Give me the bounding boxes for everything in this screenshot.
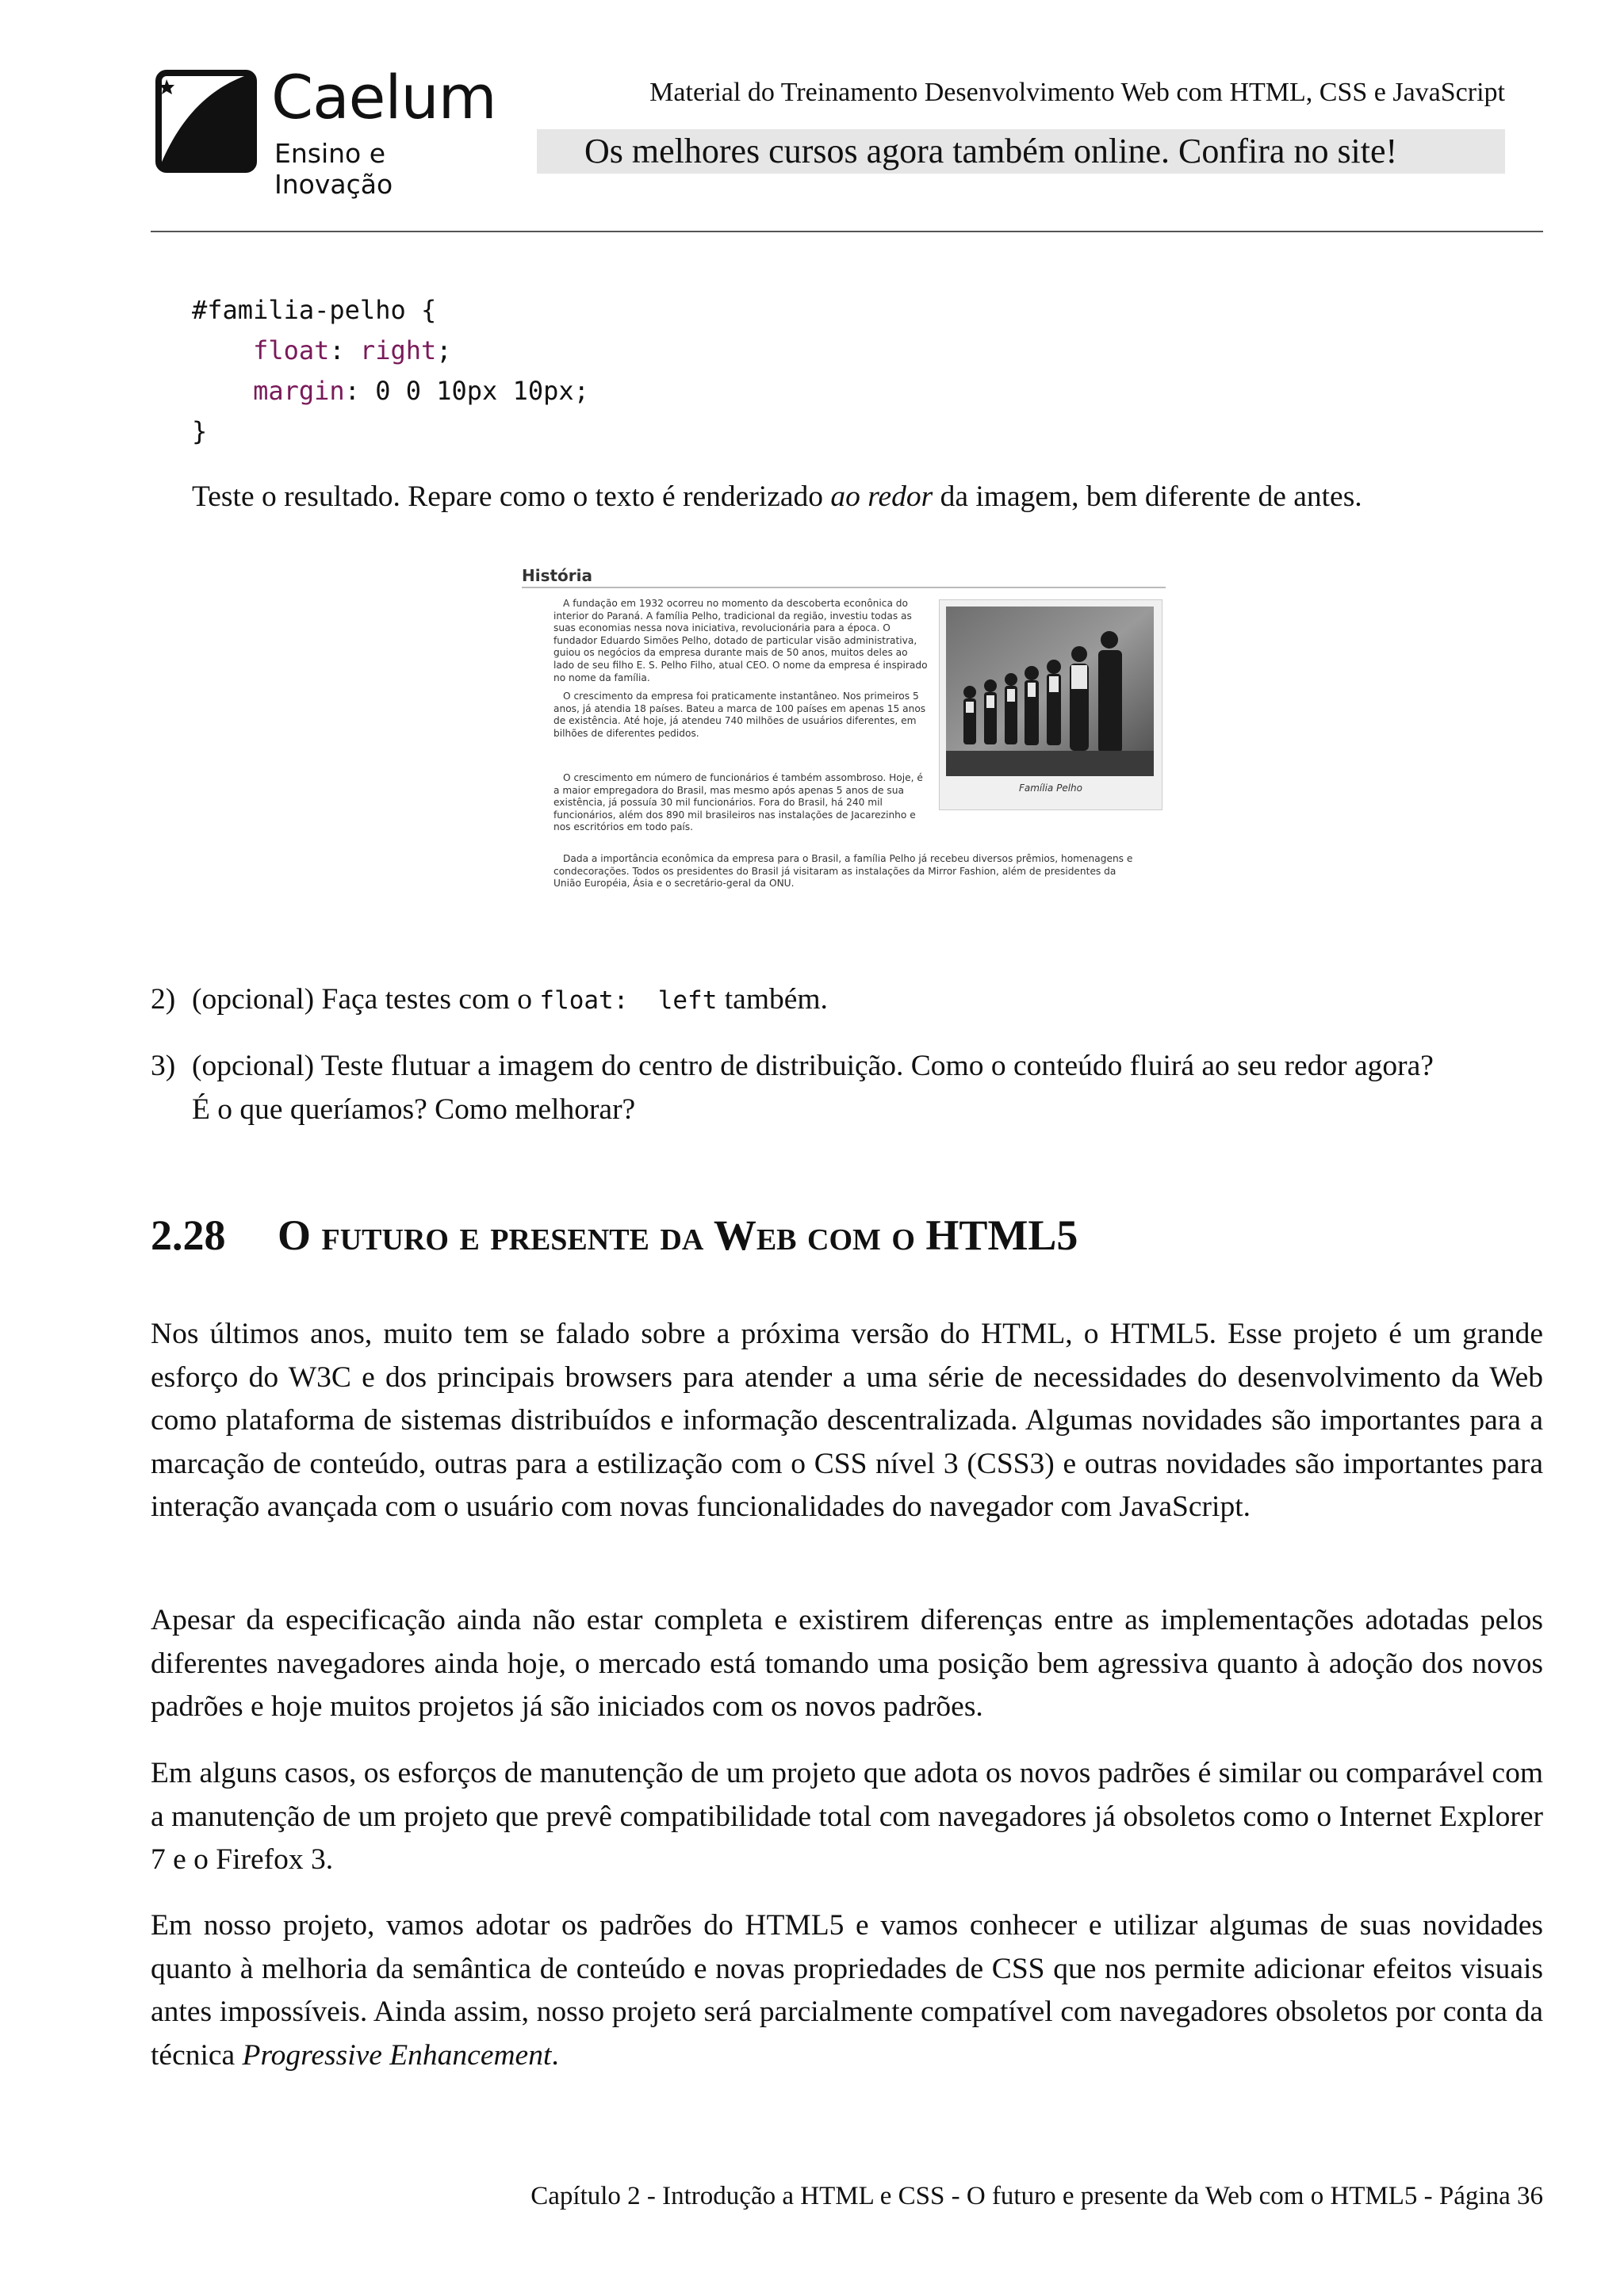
list-item-text-end: também. bbox=[717, 983, 828, 1016]
list-item-text: (opcional) Faça testes com o bbox=[192, 983, 540, 1016]
intro-text-end: da imagem, bem diferente de antes. bbox=[933, 480, 1362, 513]
screenshot-paragraph: Dada a importância econômica da empresa para o Brasil, a família Pelho já recebeu diversos prêmios, homenagens e condecorações. Todos os presidentes do Brasil já visitaram as instalações da Mirror Fashion, além de presidentes da União Européia, Ásia e o secretário-geral da ONU. bbox=[553, 853, 1133, 890]
paragraph-text: Em nosso projeto, vamos adotar os padrões do HTML5 e vamos conhecer e utilizar algumas de suas novidades quanto à melhoria da semântica de conteúdo e novas propriedades de CSS que nos permite adicionar efeitos visuais antes impossíveis. Ainda assim, nosso projeto será parcialmente compatível com navegadores obsoletos por conta da técnica bbox=[151, 1909, 1543, 2072]
screenshot-divider bbox=[522, 587, 1166, 588]
body-paragraph: Nos últimos anos, muito tem se falado sobre a próxima versão do HTML, o HTML5. Esse projeto é um grande esforço do W3C e dos principais browsers para atender a uma série de necessidades do desenvolvimento da Web como plataforma de sistemas distribuídos e informação descentralizada. Algumas novidades são importantes para a marcação de conteúdo, outras para a estilização com o CSS nível 3 (CSS3) e outras novidades são importantes para interação avançada com o usuário com novas funcionalidades do navegador com JavaScript. bbox=[151, 1318, 1543, 1523]
intro-paragraph bbox=[192, 476, 1540, 519]
logo-mark-icon bbox=[155, 70, 257, 173]
course-title: Material do Treinamento Desenvolvimento Web com HTML, CSS e JavaScript bbox=[649, 78, 1505, 107]
paragraph-emphasis: Progressive Enhancement bbox=[242, 2038, 552, 2072]
float-result-screenshot bbox=[522, 566, 1166, 904]
screenshot-paragraph: O crescimento da empresa foi praticamente instantâneo. Nos primeiros 5 anos, já atendia 18 países. Bateu a marca de 100 países em apenas 15 anos de existência. Até hoje, já atendeu 740 milhões de usuários diferentes, em bilhões de diferentes pedidos. bbox=[553, 691, 926, 739]
code-value: right bbox=[359, 335, 437, 365]
screenshot-title: História bbox=[522, 566, 593, 585]
list-item-line: É o que queríamos? Como melhorar? bbox=[192, 1093, 636, 1126]
logo-tagline: Ensino e Inovação bbox=[274, 138, 393, 200]
css-code-block: #familia-pelho { float: right; margin: 0 0 10px 10px; } bbox=[192, 295, 589, 446]
family-photo-figure bbox=[939, 599, 1162, 810]
intro-emphasis: ao redor bbox=[830, 480, 933, 513]
header-divider bbox=[151, 231, 1543, 232]
code-property: margin bbox=[253, 376, 345, 406]
caelum-logo bbox=[155, 62, 496, 200]
promo-banner-text: Os melhores cursos agora também online. Confira no site! bbox=[584, 132, 1398, 170]
list-number: 2) bbox=[151, 983, 176, 1016]
screenshot-text-column bbox=[553, 772, 931, 840]
body-paragraph: Apesar da especificação ainda não estar completa e existirem diferenças entre as implementações adotadas pelos diferentes navegadores ainda hoje, o mercado está tomando uma posição bem agressiva quanto à adoção dos novos padrões e hoje muitos projetos já são iniciados com os novos padrões. bbox=[151, 1604, 1543, 1723]
screenshot-text-column bbox=[553, 853, 1140, 897]
screenshot-paragraph: O crescimento em número de funcionários é também assombroso. Hoje, é a maior empregadora do Brasil, mas mesmo após apenas 5 anos de sua existência, já possuía 30 mil funcionários. Fora do Brasil, há 240 mil funcionários, além dos 890 mil brasileiros nas instalações de Jacarezinho e nos escritórios em todo país. bbox=[553, 772, 923, 833]
logo-name: Caelum bbox=[271, 62, 496, 132]
code-value: 0 0 10px 10px bbox=[375, 376, 574, 406]
list-number: 3) bbox=[151, 1050, 176, 1082]
section-number: 2.28 bbox=[151, 1211, 226, 1259]
paragraph-text-end: . bbox=[551, 2038, 559, 2072]
screenshot-paragraph: A fundação em 1932 ocorreu no momento da descoberta econônica do interior do Paraná. A família Pelho, tradicional da região, investiu todas as suas economias nessa nova iniciativa, revolucionária para a época. O fundador Eduardo Simões Pelho, dotado de particular visão administrativa, guiou os negócios da empresa durante mais de 50 anos, muitos deles ao lado de seu filho E. S. Pelho Filho, atual CEO. O nome da empresa é inspirado no nome da família. bbox=[553, 598, 928, 683]
screenshot-text-column bbox=[553, 598, 931, 747]
photo-caption: Família Pelho bbox=[1018, 783, 1082, 794]
list-item-line: (opcional) Teste flutuar a imagem do centro de distribuição. Como o conteúdo fluirá ao seu redor agora? bbox=[192, 1050, 1434, 1082]
intro-text: Teste o resultado. Repare como o texto é renderizado bbox=[192, 480, 831, 513]
page-footer: Capítulo 2 - Introdução a HTML e CSS - O futuro e presente da Web com o HTML5 - Página 36 bbox=[530, 2182, 1543, 2210]
body-paragraph bbox=[151, 1904, 1543, 2077]
inline-code: float: left bbox=[539, 986, 718, 1015]
list-item bbox=[192, 1045, 1548, 1131]
promo-banner[interactable] bbox=[537, 129, 1505, 174]
family-photo bbox=[946, 607, 1154, 776]
code-selector: #familia-pelho { bbox=[192, 295, 437, 325]
code-property: float bbox=[253, 335, 330, 365]
code-closing-brace: } bbox=[192, 416, 208, 446]
body-paragraph: Em alguns casos, os esforços de manutenção de um projeto que adota os novos padrões é similar ou comparável com a manutenção de um projeto que prevê compatibilidade total com navegadores já obsoletos como o Internet Explorer 7 e o Firefox 3. bbox=[151, 1757, 1543, 1876]
section-title: O futuro e presente da Web com o HTML5 bbox=[278, 1211, 1078, 1259]
list-item bbox=[192, 978, 1540, 1023]
section-heading bbox=[151, 1211, 1078, 1260]
